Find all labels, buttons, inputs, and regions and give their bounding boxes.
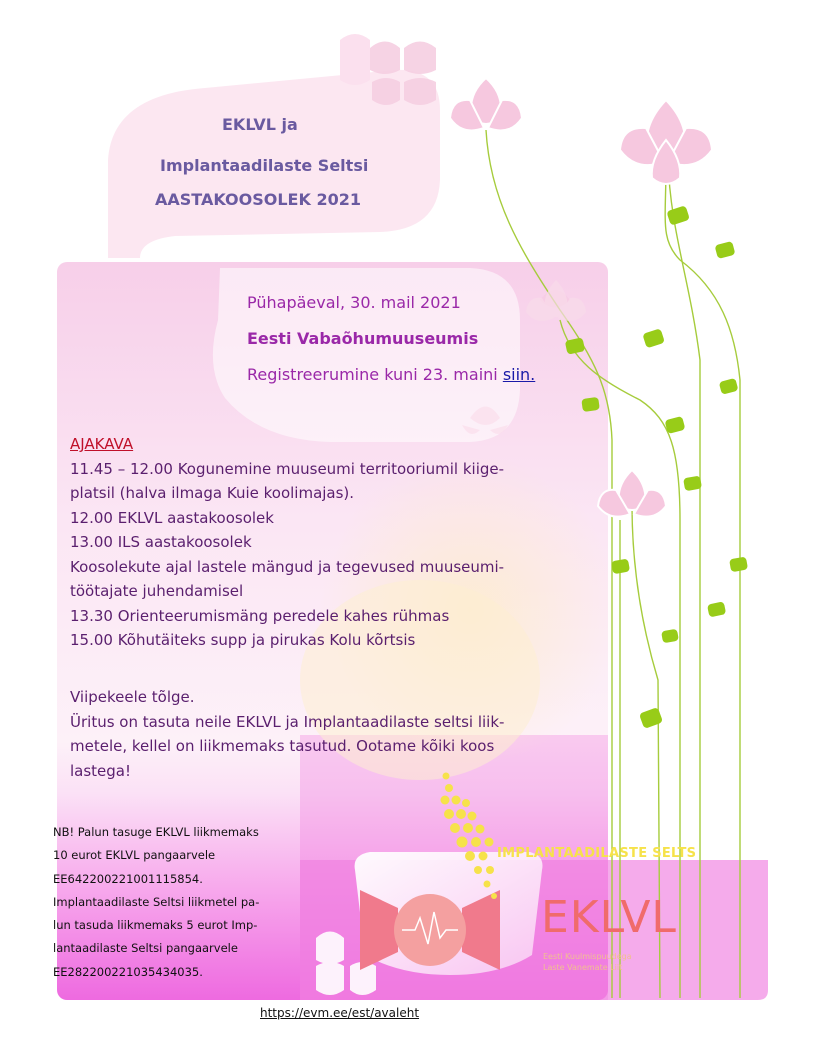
- title-line-1: EKLVL ja: [222, 115, 298, 134]
- eklvl-logo-subtitle: [543, 951, 632, 973]
- schedule-item: Koosolekute ajal lastele mängud ja tegevused muuseumi-: [70, 557, 505, 576]
- event-date: Pühapäeval, 30. mail 2021: [247, 293, 461, 312]
- note-line: metele, kellel on liikmemaks tasutud. Ootame kõiki koos: [70, 737, 495, 755]
- schedule-item: töötajate juhendamisel: [70, 582, 244, 600]
- event-registration: [247, 365, 535, 384]
- schedule-item: 13.30 Orienteerumismäng peredele kahes rühmas: [70, 606, 450, 625]
- footer-link[interactable]: https://evm.ee/est/avaleht: [260, 1006, 420, 1020]
- schedule-item: platsil (halva ilmaga Kuie koolimajas).: [70, 484, 355, 502]
- payment-line: lantaadilaste Seltsi pangaarvele: [53, 941, 238, 956]
- note-line: Viipekeele tõlge.: [70, 688, 195, 706]
- lotus-flower-1: [450, 78, 522, 130]
- payment-info: [53, 821, 293, 984]
- event-venue: Eesti Vabaõhumuuseumis: [247, 329, 479, 348]
- schedule-item: 11.45 – 12.00 Kogunemine muuseumi territooriumil kiige-: [70, 459, 505, 478]
- title-line-3: AASTAKOOSOLEK 2021: [155, 190, 361, 209]
- registration-text: Registreerumine kuni 23. maini: [247, 365, 503, 384]
- ils-logo-text: IMPLANTAADILASTE SELTS: [497, 846, 697, 861]
- eklvl-sub-line: Laste Vanemate Liit: [543, 963, 623, 972]
- eklvl-sub-line: Eesti Kuulmispuudega: [543, 952, 632, 961]
- payment-line: EE282200221035434035.: [53, 964, 203, 979]
- schedule-item: 13.00 ILS aastakoosolek: [70, 533, 252, 551]
- registration-link[interactable]: siin.: [502, 365, 536, 384]
- payment-line: Implantaadilaste Seltsi liikmetel pa-: [53, 894, 260, 909]
- eklvl-logo: EKLVL: [541, 892, 677, 943]
- schedule-item: 12.00 EKLVL aastakoosolek: [70, 508, 274, 527]
- lotus-flower-2: [620, 100, 712, 184]
- schedule-item: 15.00 Kõhutäiteks supp ja pirukas Kolu kõrtsis: [70, 631, 416, 649]
- note-line: Üritus on tasuta neile EKLVL ja Implantaadilaste seltsi liik-: [70, 712, 505, 731]
- schedule-section: [70, 432, 570, 653]
- schedule-heading: AJAKAVA: [70, 435, 134, 453]
- payment-line: EE642200221001115854.: [53, 871, 203, 886]
- title-line-2: Implantaadilaste Seltsi: [160, 156, 369, 175]
- payment-line: lun tasuda liikmemaks 5 eurot Imp-: [53, 918, 258, 933]
- payment-line: NB! Palun tasuge EKLVL liikmemaks: [53, 825, 259, 839]
- candy-icon: [360, 890, 500, 970]
- payment-line: 10 eurot EKLVL pangaarvele: [53, 848, 216, 863]
- notes-section: [70, 685, 570, 783]
- note-line: lastega!: [70, 761, 132, 780]
